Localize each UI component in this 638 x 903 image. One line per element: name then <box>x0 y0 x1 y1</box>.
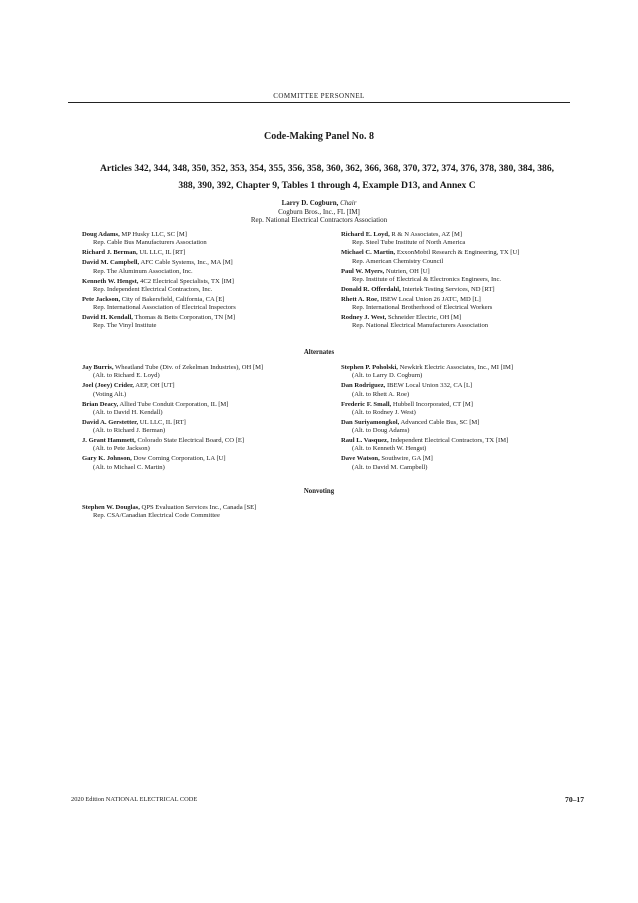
member-line <box>341 364 603 372</box>
member-entry <box>82 382 344 399</box>
member-name: Stephen W. Douglas, <box>82 504 140 511</box>
principals-right-column <box>341 231 603 333</box>
member-representation: Rep. Institute of Electrical & Electronics Engineers, Inc. <box>352 275 502 283</box>
alternates-right-column <box>341 364 603 474</box>
member-line <box>341 455 603 463</box>
member-name: Richard E. Loyd, <box>341 231 390 238</box>
member-representation: Rep. Cable Bus Manufacturers Association <box>93 239 207 247</box>
member-entry <box>82 364 344 381</box>
member-representation: (Voting Alt.) <box>93 390 127 398</box>
member-entry <box>82 249 344 257</box>
member-line <box>341 401 603 409</box>
member-affiliation: IBEW Local Union 26 JATC, MD [L] <box>378 295 481 303</box>
chair-title: Chair <box>340 199 357 207</box>
member-name: David A. Gerstetter, <box>82 418 139 426</box>
member-representation: Rep. The Vinyl Institute <box>93 322 157 330</box>
member-affiliation: QPS Evaluation Services Inc., Canada [SE] <box>139 504 257 511</box>
chair-block <box>68 199 570 225</box>
member-affiliation: Allied Tube Conduit Corporation, IL [M] <box>118 400 229 408</box>
member-entry <box>341 382 603 399</box>
member-name: Jay Burris, <box>82 364 114 371</box>
articles-line-1: Articles 342, 344, 348, 350, 352, 353, 354, 355, 356, 358, 360, 362, 366, 368, 370, 372, 374, 376, 378, 380, 384, 386, <box>99 163 555 174</box>
member-affiliation: Independent Electrical Contractors, TX [IM] <box>388 437 509 445</box>
member-line <box>82 382 344 390</box>
member-entry <box>82 259 344 276</box>
member-name: Michael C. Martin, <box>341 249 396 257</box>
member-name: Doug Adams, <box>82 231 120 238</box>
member-line <box>82 455 344 463</box>
member-entry <box>341 437 603 454</box>
member-line <box>82 364 344 372</box>
member-entry <box>82 231 344 248</box>
member-entry <box>341 249 603 266</box>
chair-representation: Rep. National Electrical Contractors Association <box>250 216 388 225</box>
member-entry <box>82 419 344 436</box>
member-affiliation: Nutrien, OH [U] <box>384 267 430 275</box>
member-line <box>341 296 603 304</box>
member-affiliation: UL LLC, IL [RT] <box>137 249 186 257</box>
member-line <box>341 249 603 257</box>
member-representation: Rep. American Chemistry Council <box>352 257 444 265</box>
member-entry <box>82 314 344 331</box>
member-name: Rodney J. West, <box>341 314 387 322</box>
member-line <box>82 296 344 304</box>
member-affiliation: Hubbell Incorporated, CT [M] <box>391 400 473 408</box>
member-affiliation: 4C2 Electrical Specialists, TX [IM] <box>138 277 234 285</box>
member-name: Dan Suriyamongkol, <box>341 418 400 426</box>
member-name: Pete Jackson, <box>82 295 121 303</box>
alternates-heading: Alternates <box>303 349 335 356</box>
member-affiliation: Colorado State Electrical Board, CO [E] <box>135 437 245 445</box>
member-line <box>82 314 344 322</box>
member-affiliation: Intertek Testing Services, ND [RT] <box>400 285 495 293</box>
member-name: Brian Deacy, <box>82 400 119 408</box>
member-line <box>82 278 344 286</box>
member-affiliation: Wheatland Tube (Div. of Zekelman Industries), OH [M] <box>113 364 264 371</box>
member-representation: (Alt. to David M. Campbell) <box>352 463 428 471</box>
member-representation: (Alt. to Rhett A. Roe) <box>352 390 410 398</box>
member-affiliation: AEP, OH [UT] <box>133 382 175 390</box>
member-affiliation: Schneider Electric, OH [M] <box>386 314 462 322</box>
member-line <box>82 419 344 427</box>
member-representation: Rep. International Association of Electrical Inspectors <box>93 304 236 312</box>
member-entry <box>82 278 344 295</box>
member-representation: Rep. The Aluminum Association, Inc. <box>93 267 193 275</box>
member-representation: (Alt. to Richard E. Loyd) <box>93 372 160 380</box>
member-line <box>82 401 344 409</box>
member-entry <box>82 437 344 454</box>
member-name: Paul W. Myers, <box>341 267 385 275</box>
member-representation: Rep. National Electrical Manufacturers Association <box>352 322 489 330</box>
member-entry <box>341 314 603 331</box>
articles-scope <box>76 160 578 194</box>
member-name: Gary K. Johnson, <box>82 455 132 463</box>
member-name: Richard J. Berman, <box>82 249 138 257</box>
member-name: Donald R. Offerdahl, <box>341 285 401 293</box>
principals-left-column <box>82 231 344 333</box>
member-affiliation: UL LLC, IL [RT] <box>138 418 186 426</box>
alternates-left-column <box>82 364 344 474</box>
member-line <box>82 259 344 267</box>
member-entry <box>341 268 603 285</box>
member-representation: Rep. International Brotherhood of Electrical Workers <box>352 304 493 312</box>
member-name: Stephen P. Poholski, <box>341 364 398 371</box>
member-line <box>341 382 603 390</box>
member-affiliation: MP Husky LLC, SC [M] <box>119 231 187 238</box>
member-affiliation: Southwire, GA [M] <box>379 455 433 463</box>
member-name: Dave Watson, <box>341 455 380 463</box>
chair-name: Larry D. Cogburn, <box>281 199 339 207</box>
member-representation: (Alt. to David H. Kendall) <box>93 408 163 416</box>
member-entry <box>341 231 603 248</box>
member-representation: (Alt. to Rodney J. West) <box>352 408 416 416</box>
member-affiliation: AFC Cable Systems, Inc., MA [M] <box>139 259 233 267</box>
member-representation: (Alt. to Richard J. Berman) <box>93 427 166 435</box>
member-representation: (Alt. to Michael C. Martin) <box>93 463 165 471</box>
member-representation: (Alt. to Pete Jackson) <box>93 445 150 453</box>
member-line <box>341 314 603 322</box>
chair-line-1 <box>68 199 570 208</box>
member-line <box>341 268 603 276</box>
member-affiliation: Newkirk Electric Associates, Inc., MI [IM] <box>397 364 514 371</box>
member-entry <box>341 419 603 436</box>
member-entry <box>82 455 344 472</box>
member-name: David M. Campbell, <box>82 259 140 267</box>
member-affiliation: Dow Corning Corporation, LA [U] <box>131 455 226 463</box>
member-name: Rhett A. Roe, <box>341 295 379 303</box>
member-representation: Rep. Steel Tube Institute of North America <box>352 239 466 247</box>
member-name: Kenneth W. Hengst, <box>82 277 139 285</box>
member-representation: Rep. Independent Electrical Contractors, Inc. <box>93 285 213 293</box>
footer-edition: 2020 Edition NATIONAL ELECTRICAL CODE <box>71 796 198 803</box>
nonvoting-column <box>82 504 344 522</box>
member-representation: (Alt. to Kenneth W. Hengst) <box>352 445 427 453</box>
member-entry <box>341 296 603 313</box>
member-affiliation: Thomas & Betts Corporation, TN [M] <box>132 314 236 322</box>
member-line <box>82 249 344 257</box>
member-name: Frederic F. Small, <box>341 400 392 408</box>
member-line <box>341 231 603 239</box>
footer-page-number: 70–17 <box>565 795 584 804</box>
panel-title: Code-Making Panel No. 8 <box>264 131 374 142</box>
member-affiliation: ExxonMobil Research & Engineering, TX [U] <box>395 249 520 257</box>
member-entry <box>82 296 344 313</box>
member-line <box>82 231 344 239</box>
articles-line-2: 388, 390, 392, Chapter 9, Tables 1 through 4, Example D13, and Annex C <box>178 180 476 191</box>
running-header: COMMITTEE PERSONNEL <box>273 92 365 100</box>
member-entry <box>82 504 344 521</box>
member-affiliation: City of Bakersfield, California, CA [E] <box>120 295 225 303</box>
member-entry <box>341 455 603 472</box>
member-affiliation: IBEW Local Union 332, CA [L] <box>385 382 473 390</box>
member-representation: (Alt. to Doug Adams) <box>352 427 410 435</box>
member-name: J. Grant Hammett, <box>82 437 136 445</box>
member-representation: (Alt. to Larry D. Cogburn) <box>352 372 423 380</box>
member-line <box>341 286 603 294</box>
member-entry <box>82 401 344 418</box>
member-affiliation: Advanced Cable Bus, SC [M] <box>399 418 480 426</box>
member-entry <box>341 286 603 294</box>
member-entry <box>341 401 603 418</box>
header-rule <box>68 102 570 103</box>
member-line <box>341 437 603 445</box>
member-line <box>82 504 344 512</box>
chair-affiliation: Cogburn Bros., Inc., FL [IM] <box>278 207 360 216</box>
member-line <box>341 419 603 427</box>
member-name: David H. Kendall, <box>82 314 133 322</box>
member-entry <box>341 364 603 381</box>
member-representation: Rep. CSA/Canadian Electrical Code Committee <box>93 512 220 520</box>
member-name: Raul L. Vasquez, <box>341 437 389 445</box>
nonvoting-heading: Nonvoting <box>303 488 335 495</box>
member-line <box>82 437 344 445</box>
member-name: Dan Rodriguez, <box>341 382 386 390</box>
member-name: Joel (Joey) Crider, <box>82 382 134 390</box>
member-affiliation: R & N Associates, AZ [M] <box>389 231 463 238</box>
